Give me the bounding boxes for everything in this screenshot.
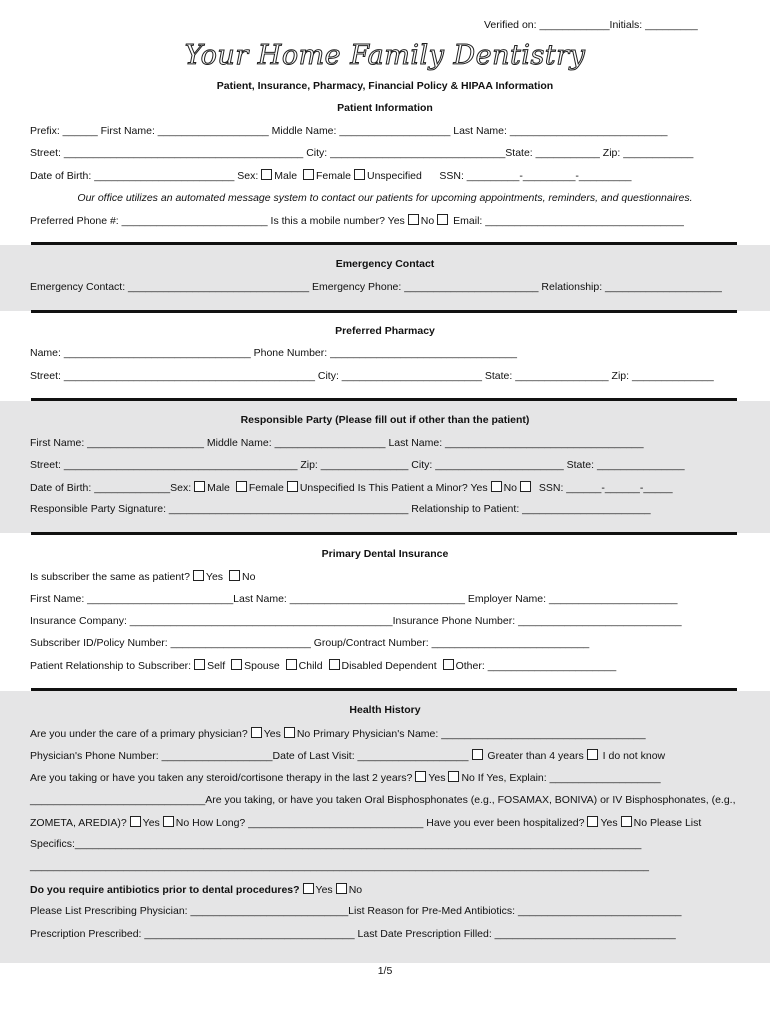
responsible-dob-field[interactable]: Date of Birth: _____________Sex: xyxy=(30,482,192,494)
antibiotics-yes-checkbox[interactable] xyxy=(303,883,314,894)
relationship-line xyxy=(30,659,616,672)
male-label: Male xyxy=(207,482,230,494)
section-divider xyxy=(31,532,737,535)
patient-info-heading: Patient Information xyxy=(337,102,433,114)
specifics-line-2[interactable]: __________________________________________________________________________________________________________ xyxy=(30,860,649,872)
steroid-explain-field[interactable]: No If Yes, Explain: ___________________ xyxy=(461,772,661,784)
self-checkbox[interactable] xyxy=(194,659,205,670)
specifics-line[interactable]: Specifics:_________________________________________________________________________________________________ xyxy=(30,838,642,850)
responsible-dob-line xyxy=(30,481,673,494)
greater-4-years-checkbox[interactable] xyxy=(472,749,483,760)
emergency-contact-line[interactable]: Emergency Contact: _______________________________ Emergency Phone: _______________________ Relationship: ____________________ xyxy=(30,281,722,293)
unspecified-label: Unspecified xyxy=(366,170,422,182)
physician-yes-checkbox[interactable] xyxy=(251,727,262,738)
page-number: 1/5 xyxy=(377,965,393,977)
no-label: No xyxy=(241,571,256,583)
yes-label: Yes xyxy=(428,772,446,784)
insurance-heading: Primary Dental Insurance xyxy=(321,548,449,560)
patient-dob-sex-line xyxy=(30,169,631,182)
pharmacy-heading: Preferred Pharmacy xyxy=(335,325,435,337)
mobile-yes-checkbox[interactable] xyxy=(408,214,419,225)
antibiotics-line xyxy=(30,883,362,896)
responsible-ssn-field[interactable]: SSN: ______-______-_____ xyxy=(538,482,673,494)
steroid-no-checkbox[interactable] xyxy=(448,771,459,782)
female-label: Female xyxy=(315,170,351,182)
pharmacy-name-line[interactable]: Name: ________________________________ Phone Number: ________________________________ xyxy=(30,347,517,359)
male-checkbox[interactable] xyxy=(261,169,272,180)
physician-no-checkbox[interactable] xyxy=(284,727,295,738)
unspecified-checkbox[interactable] xyxy=(354,169,365,180)
emergency-heading: Emergency Contact xyxy=(335,258,435,270)
responsible-address-line[interactable]: Street: ________________________________________ Zip: _______________ City: ______________________ State: _______________ xyxy=(30,459,685,471)
steroid-line xyxy=(30,771,661,784)
responsible-name-line[interactable]: First Name: ____________________ Middle Name: ___________________ Last Name: __________________________________ xyxy=(30,437,644,449)
do-not-know-checkbox[interactable] xyxy=(587,749,598,760)
emergency-section xyxy=(0,245,770,311)
hospitalized-yes-checkbox[interactable] xyxy=(587,816,598,827)
yes-label: Yes xyxy=(205,571,224,583)
zometa-question: ZOMETA, AREDIA)? xyxy=(30,817,127,829)
practice-name: Your Home Family Dentistry xyxy=(184,40,586,71)
antibiotics-no-checkbox[interactable] xyxy=(336,883,347,894)
bisphosphonates-line[interactable]: ______________________________Are you taking, or have you taken Oral Bisphosphonates (e.g., FOSAMAX, BONIVA) or IV Bisphosphonates, (e.g., xyxy=(30,794,736,806)
steroid-yes-checkbox[interactable] xyxy=(415,771,426,782)
responsible-male-checkbox[interactable] xyxy=(194,481,205,492)
steroid-question: Are you taking or have you taken any steroid/cortisone therapy in the last 2 years? xyxy=(30,772,413,784)
disabled-label: Disabled Dependent xyxy=(341,660,437,672)
responsible-heading: Responsible Party (Please fill out if other than the patient) xyxy=(240,414,530,426)
spouse-checkbox[interactable] xyxy=(231,659,242,670)
mobile-no-checkbox[interactable] xyxy=(437,214,448,225)
prescription-line[interactable]: Prescription Prescribed: ____________________________________ Last Date Prescription Filled: _______________________________ xyxy=(30,928,676,940)
relationship-label: Patient Relationship to Subscriber: xyxy=(30,660,192,672)
prescribing-physician-line[interactable]: Please List Prescribing Physician: ___________________________List Reason for Pre-Med Antibiotics: ____________________________ xyxy=(30,905,682,917)
please-list-label: No Please List xyxy=(633,817,702,829)
ssn-field[interactable]: SSN: _________-_________-_________ xyxy=(439,170,632,182)
zometa-line xyxy=(30,816,701,829)
no-label: No xyxy=(420,215,435,227)
female-label: Female xyxy=(248,482,284,494)
patient-address-line[interactable]: Street: _________________________________________ City: ______________________________State: ___________ Zip: ____________ xyxy=(30,147,694,159)
child-label: Child xyxy=(298,660,323,672)
dob-field[interactable]: Date of Birth: ________________________ Sex: xyxy=(30,170,259,182)
email-field[interactable]: Email: __________________________________ xyxy=(453,215,684,227)
subscriber-name-line[interactable]: First Name: _________________________Last Name: ______________________________ Employer Name: ______________________ xyxy=(30,593,678,605)
minor-yes-checkbox[interactable] xyxy=(491,481,502,492)
minor-no-checkbox[interactable] xyxy=(520,481,531,492)
physician-line xyxy=(30,727,646,740)
patient-name-line[interactable]: Prefix: ______ First Name: ___________________ Middle Name: ___________________ Last Name: ___________________________ xyxy=(30,125,668,137)
physician-phone-line xyxy=(30,749,665,762)
female-checkbox[interactable] xyxy=(303,169,314,180)
self-label: Self xyxy=(207,660,226,672)
other-field[interactable]: Other: ______________________ xyxy=(455,660,617,672)
no-label: No xyxy=(348,884,363,896)
subscriber-no-checkbox[interactable] xyxy=(229,570,240,581)
bisphosphonates-yes-checkbox[interactable] xyxy=(130,816,141,827)
phone-email-line xyxy=(30,214,684,227)
subscriber-same-line xyxy=(30,570,255,583)
physician-phone-field[interactable]: Physician's Phone Number: ___________________Date of Last Visit: ___________________ xyxy=(30,750,469,762)
subscriber-same-label: Is subscriber the same as patient? xyxy=(30,571,190,583)
bisphosphonates-no-checkbox[interactable] xyxy=(163,816,174,827)
preferred-phone-field[interactable]: Preferred Phone #: _________________________ Is this a mobile number? Yes xyxy=(30,215,405,227)
male-label: Male xyxy=(274,170,298,182)
automated-message-notice: Our office utilizes an automated message system to contact our patients for upcoming appointments, reminders, and questionnaires. xyxy=(77,192,693,204)
yes-label: Yes xyxy=(263,728,281,740)
yes-label: Yes xyxy=(600,817,618,829)
physician-name-field[interactable]: No Primary Physician's Name: ___________________________________ xyxy=(296,728,646,740)
policy-number-line[interactable]: Subscriber ID/Policy Number: ________________________ Group/Contract Number: ___________________________ xyxy=(30,637,590,649)
hospitalized-no-checkbox[interactable] xyxy=(621,816,632,827)
other-checkbox[interactable] xyxy=(443,659,454,670)
no-label: No xyxy=(503,482,518,494)
yes-label: Yes xyxy=(315,884,333,896)
responsible-female-checkbox[interactable] xyxy=(236,481,247,492)
greater-4-years-label: Greater than 4 years xyxy=(487,750,584,762)
physician-question: Are you under the care of a primary physician? xyxy=(30,728,248,740)
pharmacy-address-line[interactable]: Street: ___________________________________________ City: ________________________ State: ________________ Zip: ______________ xyxy=(30,370,714,382)
spouse-label: Spouse xyxy=(244,660,280,672)
yes-label: Yes xyxy=(142,817,160,829)
do-not-know-label: I do not know xyxy=(602,750,666,762)
insurance-company-line[interactable]: Insurance Company: _____________________________________________Insurance Phone Number: ____________________________ xyxy=(30,615,682,627)
responsible-signature-line[interactable]: Responsible Party Signature: _________________________________________ Relationship to Patient: ______________________ xyxy=(30,503,651,515)
antibiotics-question: Do you require antibiotics prior to dental procedures? xyxy=(30,884,300,896)
subscriber-yes-checkbox[interactable] xyxy=(193,570,204,581)
how-long-field[interactable]: No How Long? ______________________________ Have you ever been hospitalized? xyxy=(175,817,585,829)
child-checkbox[interactable] xyxy=(286,659,297,670)
responsible-unspecified-checkbox[interactable] xyxy=(287,481,298,492)
health-heading: Health History xyxy=(349,704,421,716)
form-title: Patient, Insurance, Pharmacy, Financial Policy & HIPAA Information xyxy=(216,80,554,92)
minor-label: Unspecified Is This Patient a Minor? Yes xyxy=(299,482,488,494)
disabled-dependent-checkbox[interactable] xyxy=(329,659,340,670)
section-divider xyxy=(31,310,737,313)
verified-initials: Verified on: ____________Initials: _________ xyxy=(484,19,698,31)
